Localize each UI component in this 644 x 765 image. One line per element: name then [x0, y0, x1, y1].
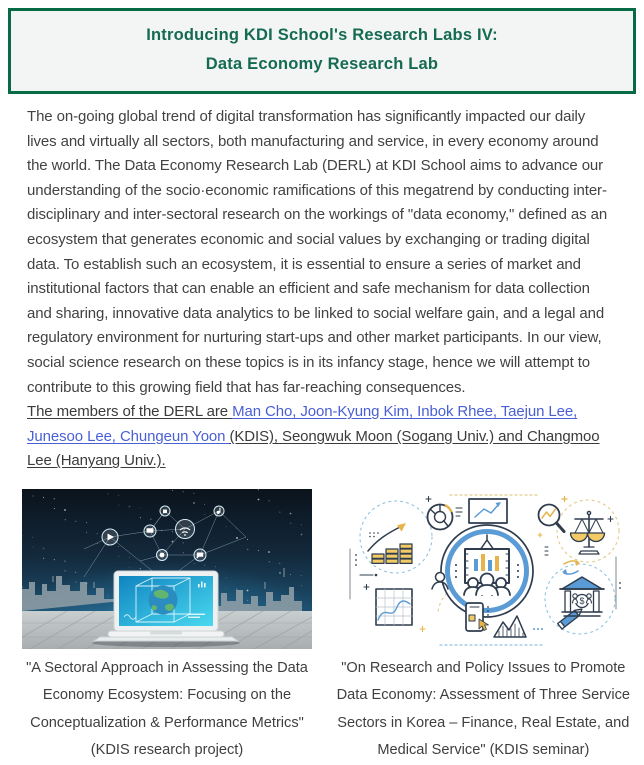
derl-members-link[interactable]: Man Cho, Joon-Kyung Kim, Inbok Rhee, Taejun Lee, Junesoo Lee, Chungeun Yoon [27, 403, 578, 445]
policy-icons-illustration [342, 491, 624, 649]
members-suffix: (KDIS), Seongwuk Moon (Sogang Univ.) and Changmoo Lee (Hanyang Univ.). [27, 427, 600, 470]
banner-title-line1: Introducing KDI School's Research Labs IV: [146, 26, 498, 44]
title-banner [8, 8, 636, 94]
music-icon [214, 506, 224, 516]
caption-right: "On Research and Policy Issues to Promote Data Economy: Assessment of Three Service Sectors in Korea – Finance, Real Estate, and Medical Service" (KDIS seminar) [336, 659, 630, 759]
intro-paragraph: The on-going global trend of digital transformation has significantly impacted our daily lives and virtually all sectors, both manufacturing and service, in every economy around the world. The Data Economy Research Lab (DERL) at KDI School aims to advance our understanding of the socio·economic ramifications of this megatrend by conducting inter-disciplinary and inter-sectoral research on the workings of "data economy," defined as an ecosystem that generates economic and social values by exchanging or trading digital data. To establish such an ecosystem, it is essential to ensure a series of market and institutional factors that can enable an efficient and safe mechanism for data collection and sharing, innovative data analytics to be linked to social welfare gain, and a legal and regulatory environment for nurturing start-ups and other market participants. In our view, social science research on these topics is in its infancy stage, hence we will attempt to contribute to this growing field that has far-reaching consequences. [27, 108, 608, 396]
figures-row [0, 474, 644, 765]
members-sentence [27, 400, 618, 474]
article-body [0, 94, 644, 474]
members-prefix: The members of the DERL are [27, 403, 233, 421]
laptop [92, 571, 240, 647]
caption-left: "A Sectoral Approach in Assessing the Data Economy Ecosystem: Focusing on the Conceptualization & Performance Metrics" (KDIS research project) [26, 659, 308, 759]
people-presentation-icon [441, 525, 533, 617]
line-graph-icon [376, 589, 412, 625]
banner-title-line2: Data Economy Research Lab [205, 55, 439, 73]
data-economy-laptop-image [22, 489, 312, 649]
figure-right [337, 489, 630, 765]
trend-screen-icon [469, 499, 507, 523]
figure-left [22, 489, 312, 765]
dollar-sign: $ [579, 596, 585, 607]
